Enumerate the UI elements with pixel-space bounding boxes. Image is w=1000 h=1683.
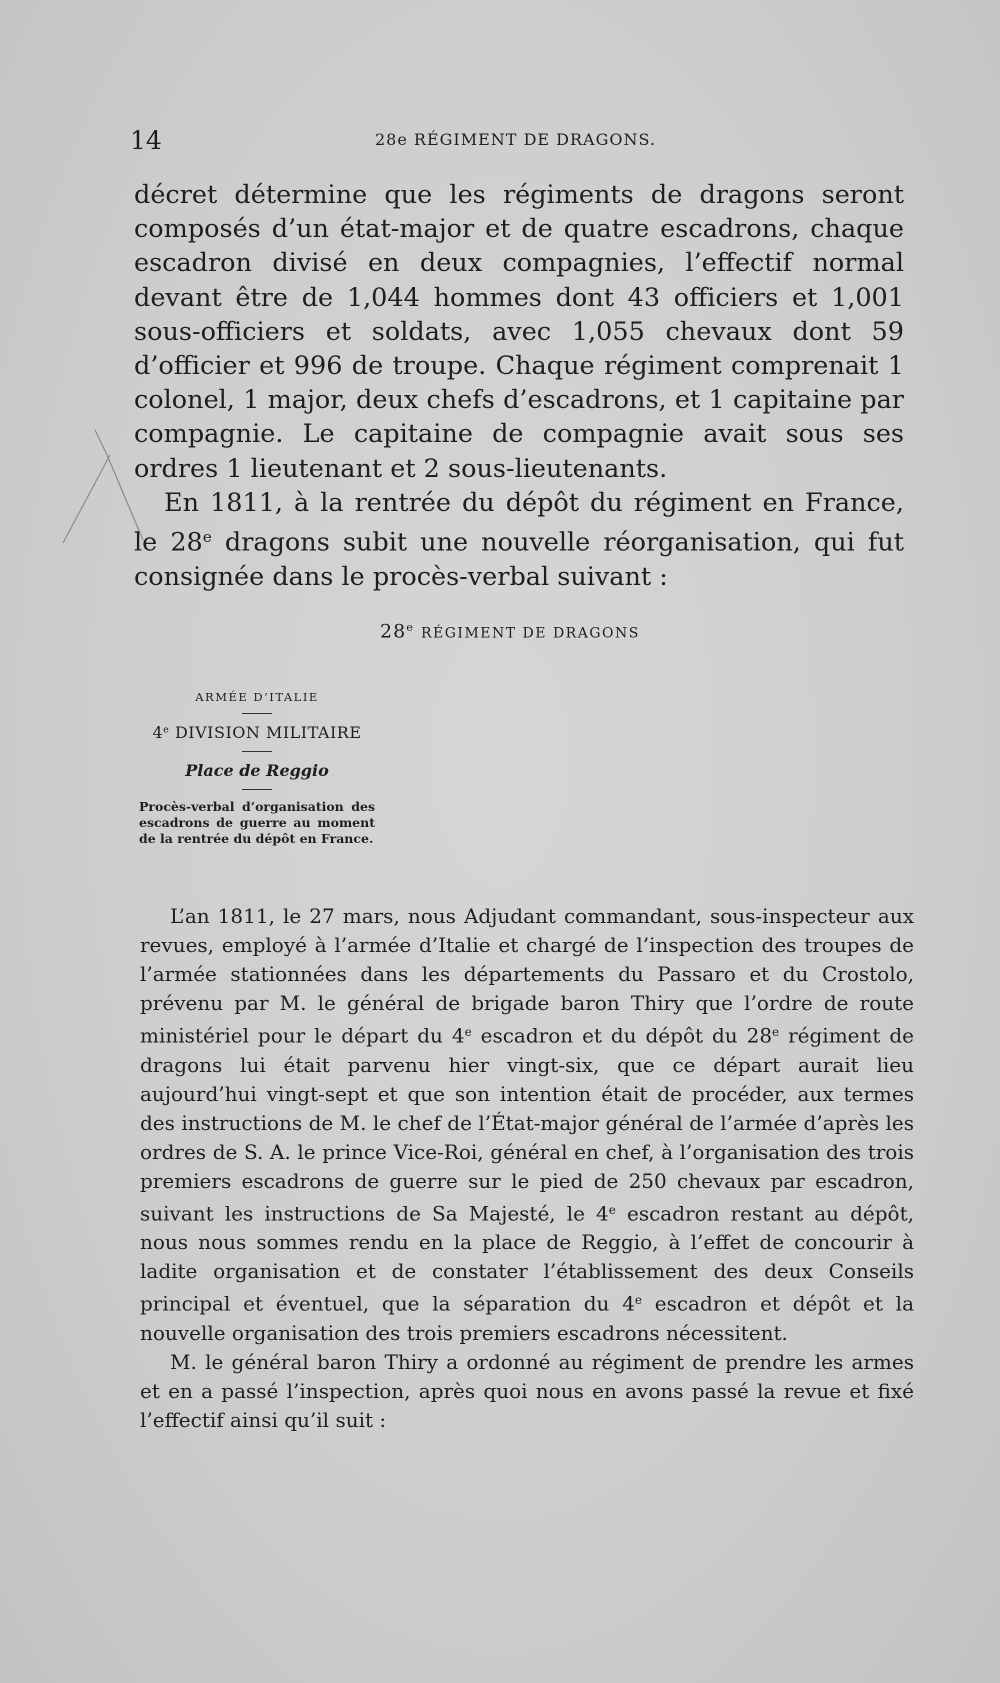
pencil-annotation-mark xyxy=(55,425,145,555)
intro-text xyxy=(134,178,904,594)
running-head xyxy=(130,126,890,156)
heading-number: 28 xyxy=(380,620,407,643)
superscript: e xyxy=(163,724,170,736)
army-label: ARMÉE D’ITALIE xyxy=(195,690,319,704)
header-title: 28e RÉGIMENT DE DRAGONS. xyxy=(375,130,656,149)
margin-note: Procès-verbal d’organisation des escadrons de guerre au moment de la rentrée du dépôt en France. xyxy=(139,799,375,846)
proces-text-a: L’an 1811, le 27 mars, nous Adjudant commandant, sous-inspecteur aux revues, employé à l’armée d’Italie et chargé de l’inspection des troupes de l’armée stationnées dans les départements du Passaro et du Crostolo, prévenu par M. le général de brigade baron Thiry que l’ordre de route ministériel pour le départ du 4 xyxy=(140,904,914,1048)
proces-paragraph-2: M. le général baron Thiry a ordonné au régiment de prendre les armes et en a passé l’inspection, après quoi nous en avons passé la revue et fixé l’effectif ainsi qu’il suit : xyxy=(140,1349,914,1432)
document-heading xyxy=(380,620,640,642)
superscript: e xyxy=(634,1293,643,1308)
intro-paragraph-1: décret détermine que les régiments de dragons seront composés d’un état-major et de quatre escadrons, chaque escadron divisé en deux compagnies, l’effectif normal devant être de 1,044 hommes dont 43 officiers et 1,001 sous-officiers et soldats, avec 1,055 chevaux dont 59 d’officier et 996 de troupe. Chaque régiment comprenait 1 colonel, 1 major, deux chefs d’escadrons, et 1 capitaine par compagnie. Le capitaine de compagnie avait sous ses ordres 1 lieutenant et 2 sous-lieutenants. xyxy=(134,180,904,484)
heading-title: RÉGIMENT DE DRAGONS xyxy=(420,625,640,642)
division-label xyxy=(137,723,377,742)
proces-verbal-text xyxy=(140,902,914,1435)
intro-paragraph-2 xyxy=(134,486,904,594)
page-number: 14 xyxy=(130,126,162,155)
intro-paragraph-2-text-end: dragons subit une nouvelle réorganisation, qui fut consignée dans le procès-verbal suivant : xyxy=(134,527,904,592)
division-number: 4 xyxy=(152,723,164,742)
divider xyxy=(242,713,272,714)
superscript: e xyxy=(406,620,414,634)
proces-text-d: escadron restant au dépôt, nous nous sommes rendu en la place de Reggio, à l’effet de concourir à ladite organisation et de constater l’établissement des deux Conseils principal et éventuel, que la séparation du 4 xyxy=(140,1201,914,1316)
proces-text-b: escadron et du dépôt du 28 xyxy=(471,1023,773,1048)
proces-text-c: régiment de dragons lui était parvenu hier vingt-six, que ce départ aurait lieu aujourd’hui vingt-sept et que son intention était de procéder, aux termes des instructions de M. le chef de l’État-major général de l’armée d’après les ordres de S. A. le prince Vice-Roi, général en chef, à l’organisation des trois premiers escadrons de guerre sur le pied de 250 chevaux par escadron, suivant les instructions de Sa Majesté, le 4 xyxy=(140,1023,914,1226)
proces-paragraph-1 xyxy=(140,902,914,1348)
superscript: e xyxy=(608,1202,616,1217)
superscript: e xyxy=(202,528,212,547)
divider xyxy=(242,751,272,752)
superscript: e xyxy=(772,1025,780,1039)
place-label: Place de Reggio xyxy=(185,761,329,780)
division-text: DIVISION MILITAIRE xyxy=(174,723,362,742)
divider xyxy=(242,789,272,790)
superscript: e xyxy=(464,1025,472,1039)
intro-paragraph-2-text: En 1811, à la rentrée du dépôt du régiment en France, le 28 xyxy=(134,487,904,558)
margin-block xyxy=(137,690,377,847)
proces-text-e: escadron et dépôt et la nouvelle organisation des trois premiers escadrons nécessitent. xyxy=(140,1291,914,1345)
